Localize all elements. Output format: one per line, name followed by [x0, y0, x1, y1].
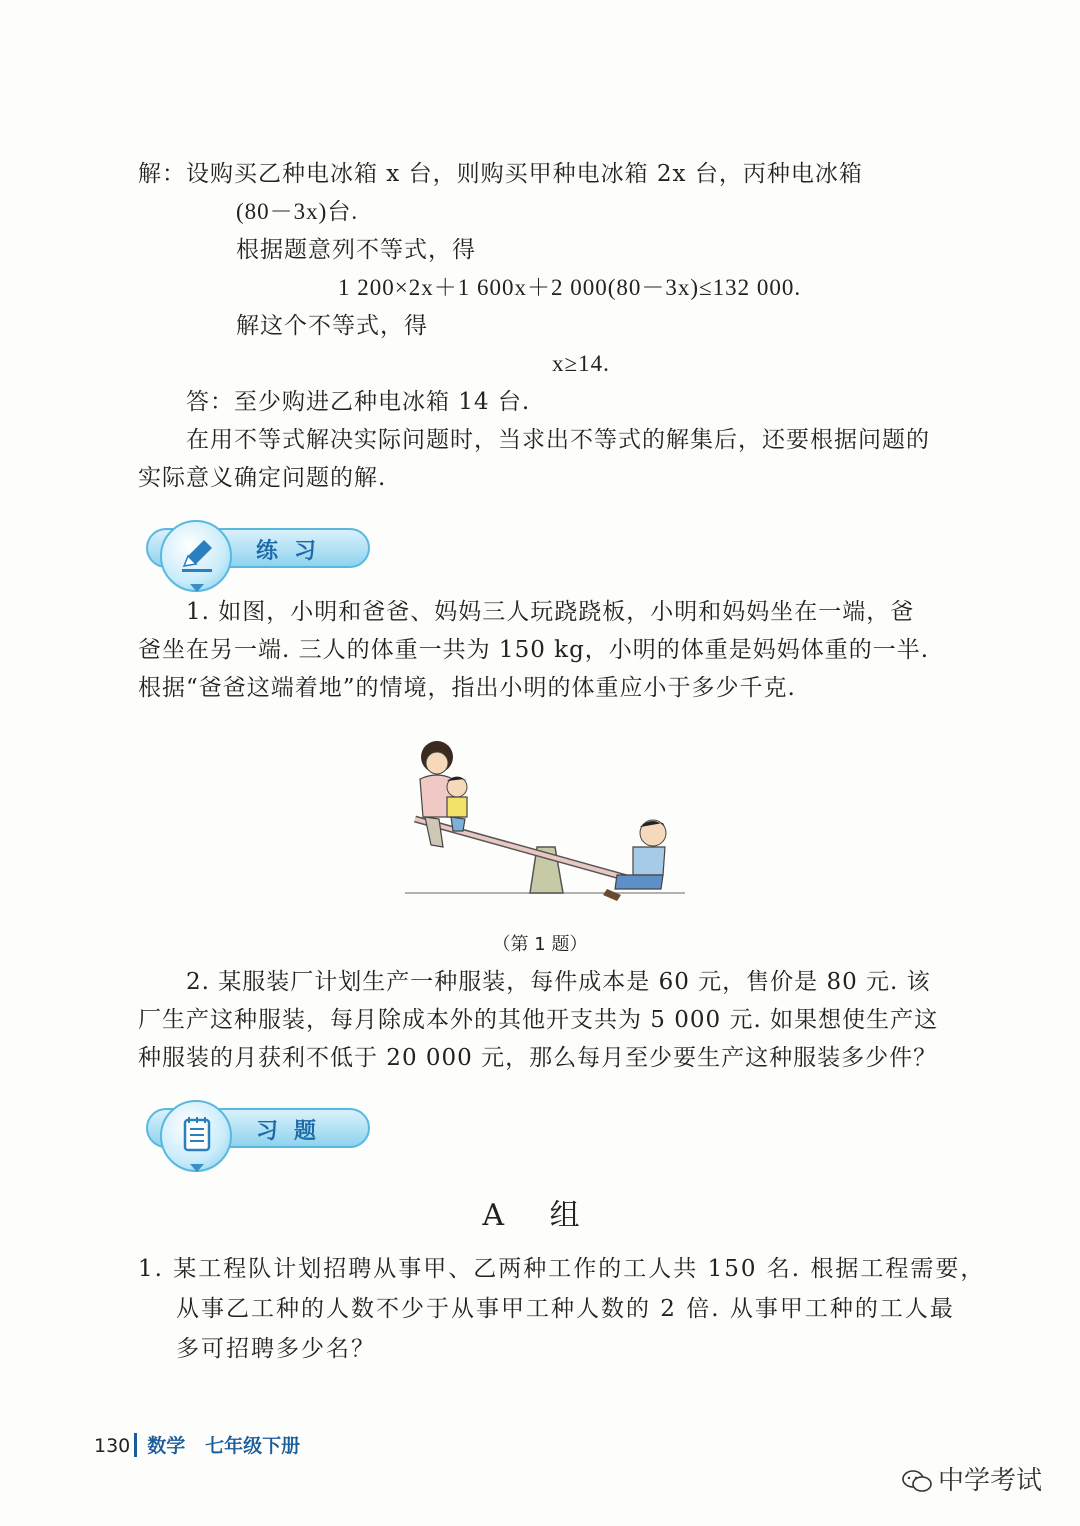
- footer-grade: 七年级下册: [205, 1435, 301, 1457]
- watermark-text: 中学考试: [938, 1466, 1043, 1496]
- seesaw-illustration: [395, 735, 695, 910]
- solution-line-2: (80－3x)台.: [236, 199, 359, 224]
- watermark: [902, 1460, 1042, 1497]
- group-heading: A 组: [482, 1198, 598, 1233]
- note-line-2: 实际意义确定问题的解.: [138, 465, 387, 491]
- inequality-result: x≥14.: [552, 351, 610, 376]
- wechat-icon: [902, 1470, 932, 1492]
- practice-q2-line-1: 2. 某服装厂计划生产一种服装，每件成本是 60 元，售价是 80 元. 该: [186, 969, 931, 995]
- exercise-1-line-1: 1. 某工程队计划招聘从事甲、乙两种工作的工人共 150 名. 根据工程需要，: [138, 1256, 986, 1282]
- exercise-1-line-3: 多可招聘多少名？: [176, 1336, 376, 1362]
- exercises-title: 习题: [256, 1119, 333, 1144]
- solution-line-1: 解：设购买乙种电冰箱 x 台，则购买甲种电冰箱 2x 台，丙种电冰箱: [138, 161, 863, 187]
- practice-q1-line-3: 根据“爸爸这端着地”的情境，指出小明的体重应小于多少千克.: [138, 675, 796, 701]
- page-number: 130: [94, 1435, 131, 1457]
- exercise-1-line-2: 从事乙工种的人数不少于从事甲工种人数的 2 倍. 从事甲工种的工人最: [176, 1296, 955, 1322]
- note-line-1: 在用不等式解决实际问题时，当求出不等式的解集后，还要根据问题的: [186, 427, 930, 453]
- practice-q2-line-2: 厂生产这种服装，每月除成本外的其他开支共为 5 000 元. 如果想使生产这: [138, 1007, 939, 1033]
- notepad-icon: [176, 1114, 218, 1156]
- page-footer: [94, 1431, 300, 1458]
- practice-q2-line-3: 种服装的月获利不低于 20 000 元，那么每月至少要生产这种服装多少件？: [138, 1045, 938, 1071]
- answer: 答：至少购进乙种电冰箱 14 台.: [186, 389, 531, 415]
- inequality: 1 200×2x＋1 600x＋2 000(80－3x)≤132 000.: [338, 275, 802, 300]
- figure-caption: （第 1 题）: [492, 934, 588, 955]
- practice-q1-line-2: 爸坐在另一端. 三人的体重一共为 150 kg，小明的体重是妈妈体重的一半.: [138, 637, 930, 663]
- footer-subject: 数学: [147, 1435, 186, 1457]
- pencil-icon: [176, 534, 218, 576]
- solution-line-5: 解这个不等式，得: [236, 313, 428, 339]
- exercises-banner: [138, 1100, 372, 1154]
- practice-title: 练习: [256, 539, 333, 564]
- practice-q1-line-1: 1. 如图，小明和爸爸、妈妈三人玩跷跷板，小明和妈妈坐在一端，爸: [186, 599, 915, 625]
- solution-line-3: 根据题意列不等式，得: [236, 237, 476, 263]
- practice-banner: [138, 520, 372, 574]
